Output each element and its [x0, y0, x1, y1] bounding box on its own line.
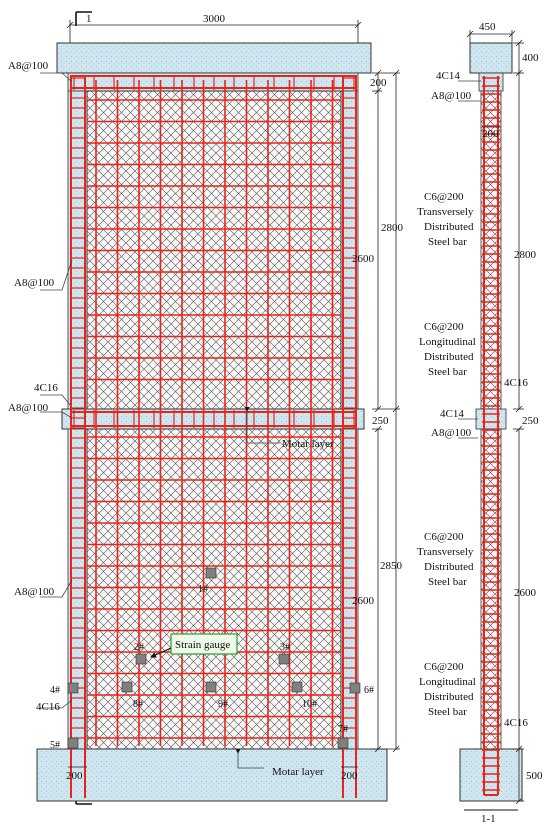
section-label-c6-1: C6@200 [424, 191, 464, 203]
section-label-4c14-mid: 4C14 [440, 408, 464, 420]
section-label-4c14-top: 4C14 [436, 70, 460, 82]
strain-gauge-id: 5# [50, 740, 60, 751]
section-label-c6-2: C6@200 [424, 321, 464, 333]
strain-gauge-id: 2# [134, 642, 144, 653]
section-dim-top-beam: 400 [522, 52, 539, 64]
dim-upper-total: 2800 [381, 222, 403, 234]
section-label-t1b: Distributed [424, 221, 474, 233]
strain-gauge-marker [279, 654, 289, 664]
strain-gauge-label: Strain gauge [175, 639, 231, 651]
strain-gauge-id: 6# [364, 685, 374, 696]
strain-gauge-marker [68, 683, 78, 693]
strain-gauge-marker [206, 568, 216, 578]
strain-gauge-id: 10# [302, 699, 317, 710]
label-a8-lower: A8@100 [14, 586, 55, 598]
section-label-l2b: Distributed [424, 691, 474, 703]
section-label-l1c: Steel bar [428, 366, 467, 378]
strain-gauge-marker [350, 683, 360, 693]
section-label-4c16-2: 4C16 [504, 717, 528, 729]
section-dim-core: 200 [482, 128, 499, 140]
front-right-dimensions [372, 70, 400, 752]
front-elevation [8, 12, 404, 804]
strain-gauge-marker [292, 682, 302, 692]
section-label-a8-mid: A8@100 [431, 427, 472, 439]
section-dim-base: 500 [526, 770, 543, 782]
label-4c16-mid: 4C16 [34, 382, 58, 394]
section-1-1 [417, 21, 543, 825]
section-label-t2c: Steel bar [428, 576, 467, 588]
dim-mid-beam: 250 [372, 415, 389, 427]
section-dim-upper: 2800 [514, 249, 536, 261]
section-label-t2b: Distributed [424, 561, 474, 573]
dim-lower-wall: 2600 [352, 595, 374, 607]
strain-gauge-marker [206, 682, 216, 692]
dim-base-left: 200 [66, 770, 83, 782]
section-top-beam [470, 43, 512, 73]
section-dim-width: 450 [479, 21, 496, 33]
section-label-t1a: Transversely [417, 206, 474, 218]
label-a8-upper: A8@100 [14, 277, 55, 289]
label-4c16-low: 4C16 [36, 701, 60, 713]
dim-lower-total: 2850 [380, 560, 402, 572]
strain-gauge-id: 1# [198, 584, 208, 595]
label-a8-top: A8@100 [8, 60, 49, 72]
strain-gauge-id: 4# [50, 685, 60, 696]
dim-base-right: 200 [341, 770, 358, 782]
section-mid-beam [476, 409, 506, 429]
section-label-l1a: Longitudinal [419, 336, 476, 348]
section-label-c6-4: C6@200 [424, 661, 464, 673]
section-label-l2a: Longitudinal [419, 676, 476, 688]
strain-gauge-id: 8# [133, 699, 143, 710]
label-a8-mid: A8@100 [8, 402, 49, 414]
strain-gauge-id: 3# [280, 642, 290, 653]
foundation-beam [37, 749, 387, 801]
section-label-a8-top: A8@100 [431, 90, 472, 102]
strain-gauge-marker [122, 682, 132, 692]
mortar-base-label: Motar layer [272, 766, 324, 778]
top-loading-beam [57, 43, 371, 73]
strain-gauge-marker [68, 738, 78, 748]
section-marker: 1 [86, 13, 92, 25]
section-crown-beam [479, 73, 503, 91]
section-title: 1-1 [481, 813, 496, 825]
section-label-l1b: Distributed [424, 351, 474, 363]
section-foundation [460, 749, 522, 801]
section-label-l2c: Steel bar [428, 706, 467, 718]
dim-top-beam: 200 [370, 77, 387, 89]
section-dim-mid-beam: 250 [522, 415, 539, 427]
section-label-t2a: Transversely [417, 546, 474, 558]
mortar-mid-label: Motar layer [282, 438, 334, 450]
strain-gauge-id: 9# [218, 699, 228, 710]
section-label-c6-3: C6@200 [424, 531, 464, 543]
section-leaders [458, 81, 481, 438]
width-label: 3000 [203, 13, 225, 25]
strain-gauge-id: 7# [338, 724, 348, 735]
dim-upper-wall: 2600 [352, 253, 374, 265]
section-dim-lower: 2600 [514, 587, 536, 599]
section-label-4c16-1: 4C16 [504, 377, 528, 389]
strain-gauge-marker [338, 738, 348, 748]
section-label-t1c: Steel bar [428, 236, 467, 248]
strain-gauge-marker [136, 654, 146, 664]
